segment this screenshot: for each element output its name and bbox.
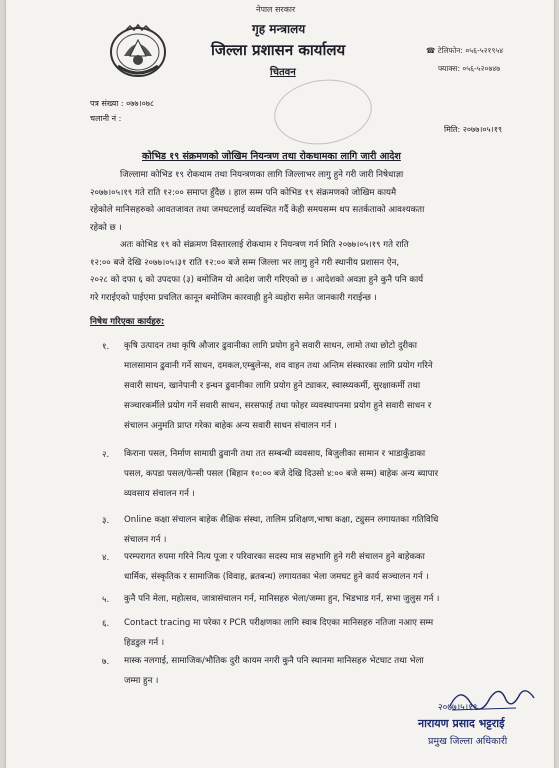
paragraph-line: रहेकोले मानिसहरुको आवतजावत तथा जमघटलाई व्यवस्थित गर्दै केही समयसम्म थप सतर्कताको आवश्यकता	[90, 205, 425, 215]
item-6	[124, 613, 433, 653]
item-4	[124, 547, 429, 587]
signatory-designation: प्रमुख जिल्ला अधिकारी	[428, 736, 508, 747]
signatory-name: नारायण प्रसाद भट्टराई	[418, 717, 505, 730]
item-line: हिडडुल गर्न ।	[124, 638, 165, 648]
item-number: १.	[102, 342, 110, 352]
district-label: चितवन	[270, 67, 296, 78]
item-number: ४.	[102, 553, 110, 563]
item-5	[124, 589, 439, 609]
item-line: कुनै पनि मेला, महोत्सव, जात्रासंचालन गर्न, मानिसहरु भेला/जम्मा हुन, भिडभाड गर्न, सभा जुलुस गर्न ।	[124, 594, 440, 604]
nepal-emblem-icon	[106, 22, 170, 84]
subject-title: कोभिड १९ संक्रमणको जोखिम नियन्त्रण तथा रोकथामका लागि जारी आदेश	[142, 151, 401, 162]
letter-number: पत्र संख्या : ०७७।०७८	[90, 99, 155, 108]
office-stamp	[270, 73, 376, 150]
office-title: जिल्ला प्रशासन कार्यालय	[211, 41, 346, 59]
item-number: ७.	[102, 657, 110, 667]
document-page	[6, 0, 554, 768]
item-line: जम्मा हुन ।	[124, 676, 159, 686]
item-line: व्यवसाय संचालन गर्न ।	[124, 489, 195, 499]
item-line: Contact tracing मा परेका र PCR परीक्षणका लागि स्वाब दिएका मानिसहरु नतिजा नआए सम्म	[124, 618, 434, 628]
item-1	[124, 336, 433, 436]
paragraph-line: २०२८ को दफा ६ को उपदफा (३) बमोजिम यो आदेश जारी गरिएको छ । आदेशको अवज्ञा हुने कुनै पनि कार्य	[90, 275, 424, 285]
item-line: मालसामान ढुवानी गर्ने साधन, दमकल,एम्बुलेन्स, शव वाहन तथा अन्तिम संस्कारका लागि प्रयोग गरिने	[124, 361, 433, 371]
item-line: पसल, कपडा पसल/फेन्सी पसल (बिहान १०:०० बजे देखि दिउसो ४:०० बजे सम्म) बाहेक अन्य ब्यापार	[124, 469, 439, 479]
item-line: धार्मिक, संस्कृतिक र सामाजिक (विवाह, ब्रतबन्ध) लगायतका भेला जमघट हुने कार्य सञ्चालन गर्न ।	[124, 572, 429, 582]
prohibited-heading: निषेध गरिएका कार्यहरु:	[90, 317, 165, 327]
item-3	[124, 510, 438, 550]
phone-text: टेलिफोन: ०५६-५२१९५४	[437, 46, 504, 55]
item-line: संचालन गर्न ।	[124, 535, 167, 545]
government-label: नेपाल सरकार	[256, 5, 296, 14]
item-number: ५.	[102, 595, 110, 605]
item-line: किराना पसल, निर्माण सामाग्री ढुवानी तथा तत सम्बन्धी व्यवसाय, बिजुलीका सामान र भाडाकुँडाका	[124, 449, 426, 459]
item-line: मास्क नलगाई, सामाजिक/भौतिक दुरी कायम नगरी कुनै पनि स्थानमा मानिसहरु भेटघाट तथा भेला	[124, 656, 424, 666]
paragraph-line: रहेको छ ।	[90, 222, 122, 233]
item-line: सञ्चारकर्मीले प्रयोग गर्ने सवारी साधन, सरसफाई तथा फोहर व्यवस्थापनमा प्रयोग हुने सवारी साधन र	[124, 401, 432, 411]
item-line: संचालन अनुमति प्राप्त गरेका बाहेक अन्य सवारी साधन संचालन गर्न ।	[124, 421, 337, 431]
paragraph-2	[90, 237, 423, 307]
phone-icon: ☎	[426, 46, 438, 55]
signature-date: २०७७।५।१९	[438, 703, 478, 713]
paragraph-line: जिल्लामा कोभिड १९ रोकथाम तथा नियन्त्रणका लागि जिल्लाभर लागु हुने गरी जारी निषेधाज्ञा	[120, 170, 404, 180]
item-2	[124, 444, 438, 504]
dispatch-number: चलानी नं :	[90, 114, 122, 123]
paragraph-line: २०७७।०५।१९ गते राति १२:०० समाप्त हुँदैछ । हाल सम्म पनि कोभिड १९ संक्रमणको जोखिम कायमै	[90, 187, 397, 198]
item-line: Online कक्षा संचालन बाहेक शैक्षिक संस्था, तालिम प्रशिक्षण,भाषा कक्षा, ट्युसन लगायतका गतिविधि	[124, 515, 439, 525]
item-7	[124, 651, 424, 691]
paragraph-line: अतः कोभिड १९ को संक्रमण विस्तारलाई रोकथाम र नियन्त्रण गर्न मिति २०७७।०५।१९ गते राति	[120, 240, 409, 250]
paragraph-line: गरे गराईएको पाईएमा प्रचलित कानून बमोजिम कारवाही हुने व्यहोरा समेत जानकारी गराईन्छ ।	[90, 292, 377, 303]
item-line: परम्परागत रुपमा गरिने नित्य पूजा र परिवारका सदस्य मात्र सहभागि हुने गरी संचालन हुने बाहेकका	[124, 552, 425, 562]
item-number: ३.	[102, 516, 110, 526]
phone-number	[426, 46, 503, 56]
item-line: कृषि उत्पादन तथा कृषि औजार ढुवानीका लागि प्रयोग हुने सवारी साधन, लामो तथा छोटो दुरीका	[124, 341, 417, 351]
item-number: ६.	[102, 619, 110, 629]
ministry-label: गृह मन्त्रालय	[252, 22, 306, 36]
item-line: सवारी साधन, खानेपानी र इन्धन ढुवानीका लागि प्रयोग हुने ट्याकर, स्वास्थ्यकर्मी, सुरक्षाकर्मी तथा	[124, 381, 421, 391]
paragraph-1	[90, 167, 424, 237]
item-number: २.	[102, 450, 110, 460]
paragraph-line: १२:०० बजे देखि २०७७।०५।३१ राति १२:०० बजे सम्म जिल्ला भर लागु हुने गरी स्थानीय प्रशासन ऐन,	[90, 257, 400, 268]
fax-number: फ्याक्स: ०५६-५२०७४७	[438, 64, 501, 73]
letter-date: मिति: २०७७।०५।१९	[444, 125, 503, 134]
